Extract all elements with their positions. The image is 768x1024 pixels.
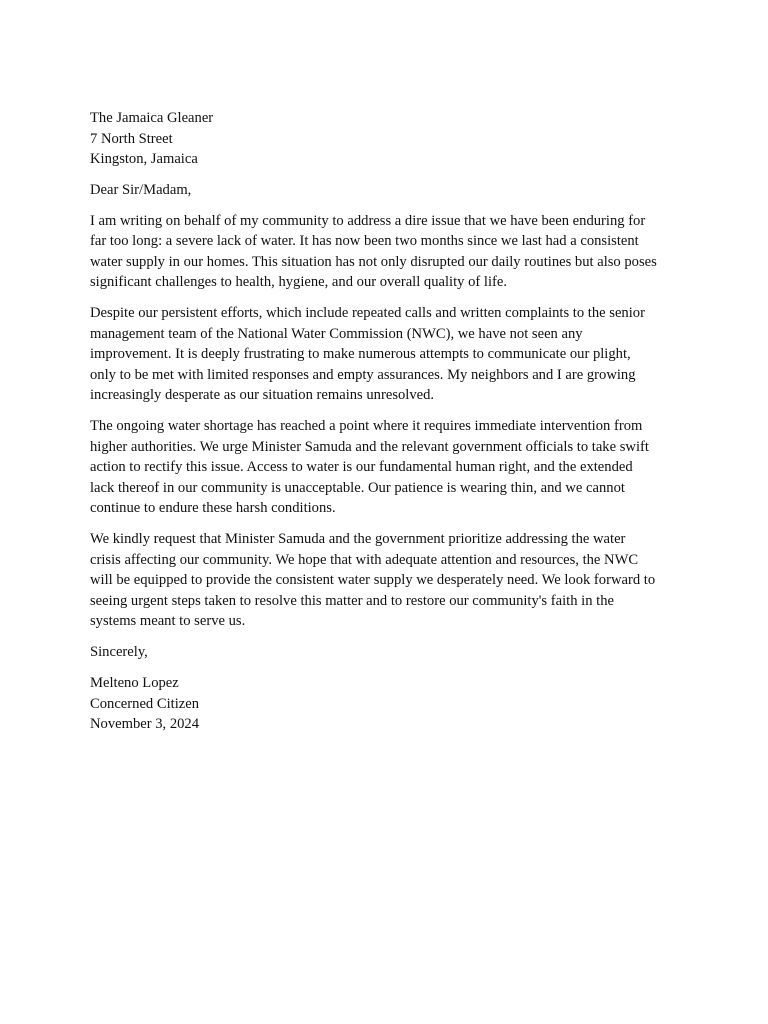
recipient-name: The Jamaica Gleaner	[90, 110, 214, 126]
closing-block	[90, 642, 678, 663]
salutation-block	[90, 180, 678, 201]
paragraph-line: significant challenges to health, hygiene, and our overall quality of life.	[90, 274, 508, 290]
recipient-address	[90, 108, 678, 170]
salutation: Dear Sir/Madam,	[90, 181, 192, 198]
paragraph-line: lack thereof in our community is unacceptable. Our patience is wearing thin, and we cannot	[90, 479, 625, 496]
paragraph-line: I am writing on behalf of my community to address a dire issue that we have been enduring for	[90, 212, 646, 229]
paragraph-2	[90, 303, 678, 406]
signature-name: Melteno Lopez	[90, 675, 179, 691]
paragraph-line: water supply in our homes. This situation has not only disrupted our daily routines but also poses	[90, 253, 657, 270]
paragraph-4	[90, 529, 678, 632]
paragraph-line: increasingly desperate as our situation remains unresolved.	[90, 387, 435, 403]
recipient-city: Kingston, Jamaica	[90, 151, 198, 167]
paragraph-line: continue to endure these harsh conditions.	[90, 500, 336, 516]
closing: Sincerely,	[90, 644, 148, 660]
paragraph-line: Despite our persistent efforts, which include repeated calls and written complaints to the senior	[90, 305, 645, 321]
paragraph-3	[90, 416, 678, 519]
paragraph-line: seeing urgent steps taken to resolve this matter and to restore our community's faith in the	[90, 592, 614, 609]
paragraph-line: only to be met with limited responses and empty assurances. My neighbors and I are growing	[90, 366, 636, 383]
signature-title: Concerned Citizen	[90, 695, 200, 712]
paragraph-line: improvement. It is deeply frustrating to make numerous attempts to communicate our plight,	[90, 346, 631, 362]
paragraph-line: higher authorities. We urge Minister Samuda and the relevant government officials to take swift	[90, 438, 649, 455]
recipient-street: 7 North Street	[90, 130, 173, 147]
paragraph-line: action to rectify this issue. Access to water is our fundamental human right, and the extended	[90, 459, 633, 475]
signature-date: November 3, 2024	[90, 716, 200, 732]
paragraph-line: management team of the National Water Commission (NWC), we have not seen any	[90, 325, 583, 342]
paragraph-line: will be equipped to provide the consistent water supply we desperately need. We look forward to	[90, 572, 656, 588]
paragraph-1	[90, 211, 678, 293]
paragraph-line: The ongoing water shortage has reached a point where it requires immediate intervention from	[90, 418, 643, 434]
paragraph-line: crisis affecting our community. We hope that with adequate attention and resources, the NWC	[90, 551, 639, 568]
signature-block	[90, 673, 678, 735]
paragraph-line: We kindly request that Minister Samuda and the government prioritize addressing the water	[90, 531, 626, 547]
paragraph-line: systems meant to serve us.	[90, 613, 246, 629]
paragraph-line: far too long: a severe lack of water. It has now been two months since we last had a consistent	[90, 233, 639, 249]
